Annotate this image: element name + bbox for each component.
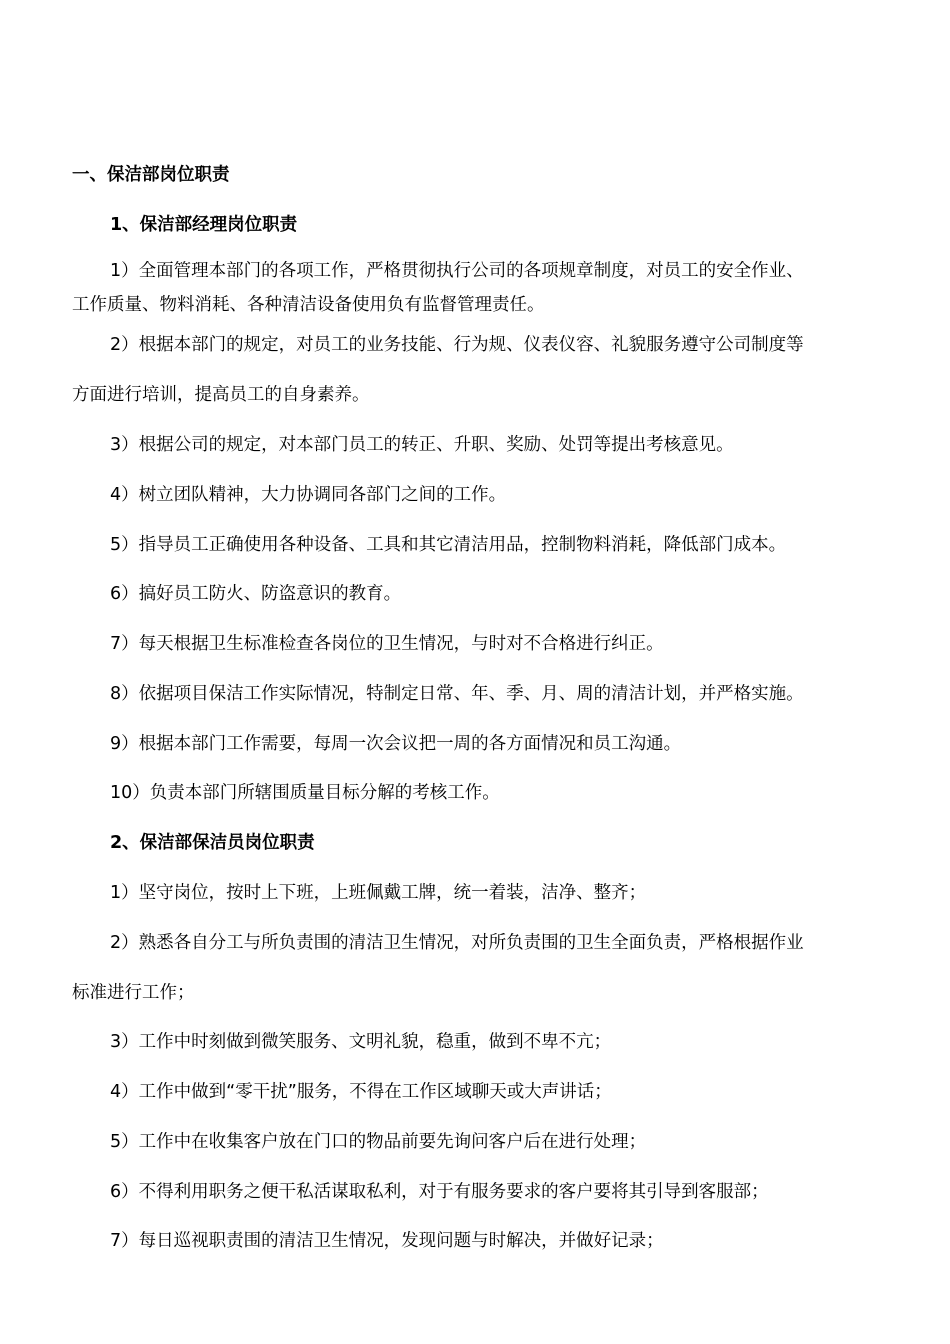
section-title: 一、保洁部岗位职责 — [72, 165, 230, 185]
cleaner-item-5: 5）工作中在收集客户放在门口的物品前要先询问客户后在进行处理； — [110, 1132, 647, 1152]
manager-item-5: 5）指导员工正确使用各种设备、工具和其它清洁用品，控制物料消耗，降低部门成本。 — [110, 535, 787, 555]
manager-item-1-continued: 工作质量、物料消耗、各种清洁设备使用负有监督管理责任。 — [72, 295, 545, 315]
cleaner-item-2-continued: 标准进行工作； — [72, 983, 195, 1003]
manager-item-10: 10）负责本部门所辖围质量目标分解的考核工作。 — [110, 783, 500, 803]
manager-item-4: 4）树立团队精神，大力协调同各部门之间的工作。 — [110, 485, 507, 505]
subsection-title-manager: 1、保洁部经理岗位职责 — [110, 215, 298, 235]
manager-item-2: 2）根据本部门的规定，对员工的业务技能、行为规、仪表仪容、礼貌服务遵守公司制度等 — [110, 335, 804, 355]
manager-item-6: 6）搞好员工防火、防盗意识的教育。 — [110, 584, 402, 604]
cleaner-item-6: 6）不得利用职务之便干私活谋取私利，对于有服务要求的客户要将其引导到客服部； — [110, 1182, 769, 1202]
manager-item-8: 8）依据项目保洁工作实际情况，特制定日常、年、季、月、周的清洁计划，并严格实施。 — [110, 684, 804, 704]
manager-item-3: 3）根据公司的规定，对本部门员工的转正、升职、奖励、处罚等提出考核意见。 — [110, 435, 734, 455]
cleaner-item-3: 3）工作中时刻做到微笑服务、文明礼貌，稳重，做到不卑不亢； — [110, 1032, 612, 1052]
manager-item-9: 9）根据本部门工作需要，每周一次会议把一周的各方面情况和员工沟通。 — [110, 734, 682, 754]
cleaner-item-2: 2）熟悉各自分工与所负责围的清洁卫生情况，对所负责围的卫生全面负责，严格根据作业 — [110, 933, 804, 953]
cleaner-item-4: 4）工作中做到“零干扰”服务，不得在工作区域聊天或大声讲话； — [110, 1082, 612, 1102]
subsection-title-cleaner: 2、保洁部保洁员岗位职责 — [110, 833, 315, 853]
manager-item-2-continued: 方面进行培训，提高员工的自身素养。 — [72, 385, 370, 405]
cleaner-item-7: 7）每日巡视职责围的清洁卫生情况，发现问题与时解决，并做好记录； — [110, 1231, 664, 1251]
cleaner-item-1: 1）坚守岗位，按时上下班，上班佩戴工牌，统一着装，洁净、整齐； — [110, 883, 647, 903]
manager-item-7: 7）每天根据卫生标准检查各岗位的卫生情况，与时对不合格进行纠正。 — [110, 634, 664, 654]
manager-item-1: 1）全面管理本部门的各项工作，严格贯彻执行公司的各项规章制度，对员工的安全作业、 — [110, 261, 804, 281]
